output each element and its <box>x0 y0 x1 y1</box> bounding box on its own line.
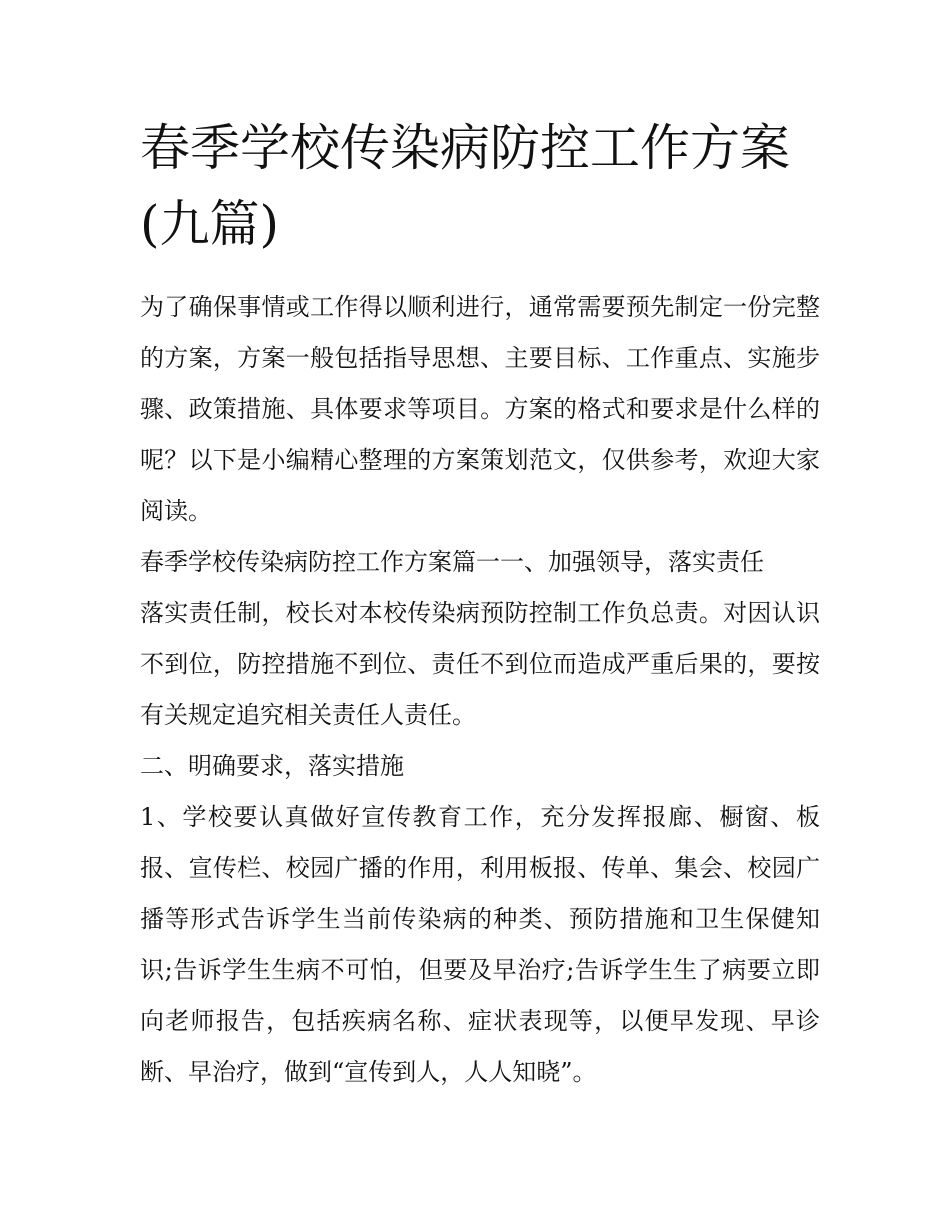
responsibility-paragraph: 落实责任制，校长对本校传染病预防控制工作负总责。对因认识不到位，防控措施不到位、责任不到位而造成严重后果的，要按有关规定追究相关责任人责任。 <box>140 599 820 729</box>
document-title: 春季学校传染病防控工作方案(九篇) <box>140 119 790 253</box>
section-heading-1: 春季学校传染病防控工作方案篇一一、加强领导，落实责任 <box>140 548 764 576</box>
section-heading-2: 二、明确要求，落实措施 <box>140 752 404 780</box>
document-page <box>140 110 820 1098</box>
education-paragraph: 1、学校要认真做好宣传教育工作，充分发挥报廊、橱窗、板报、宣传栏、校园广播的作用，利用板报、传单、集会、校园广播等形式告诉学生当前传染病的种类、预防措施和卫生保健知识;告诉学生生病不可怕，但要及早治疗;告诉学生生了病要立即向老师报告，包括疾病名称、症状表现等，以便早发现、早诊断、早治疗，做到“宣传到人，人人知晓”。 <box>140 803 820 1086</box>
intro-paragraph: 为了确保事情或工作得以顺利进行，通常需要预先制定一份完整的方案，方案一般包括指导思想、主要目标、工作重点、实施步骤、政策措施、具体要求等项目。方案的格式和要求是什么样的呢？以下是小编精心整理的方案策划范文，仅供参考，欢迎大家阅读。 <box>140 293 820 525</box>
